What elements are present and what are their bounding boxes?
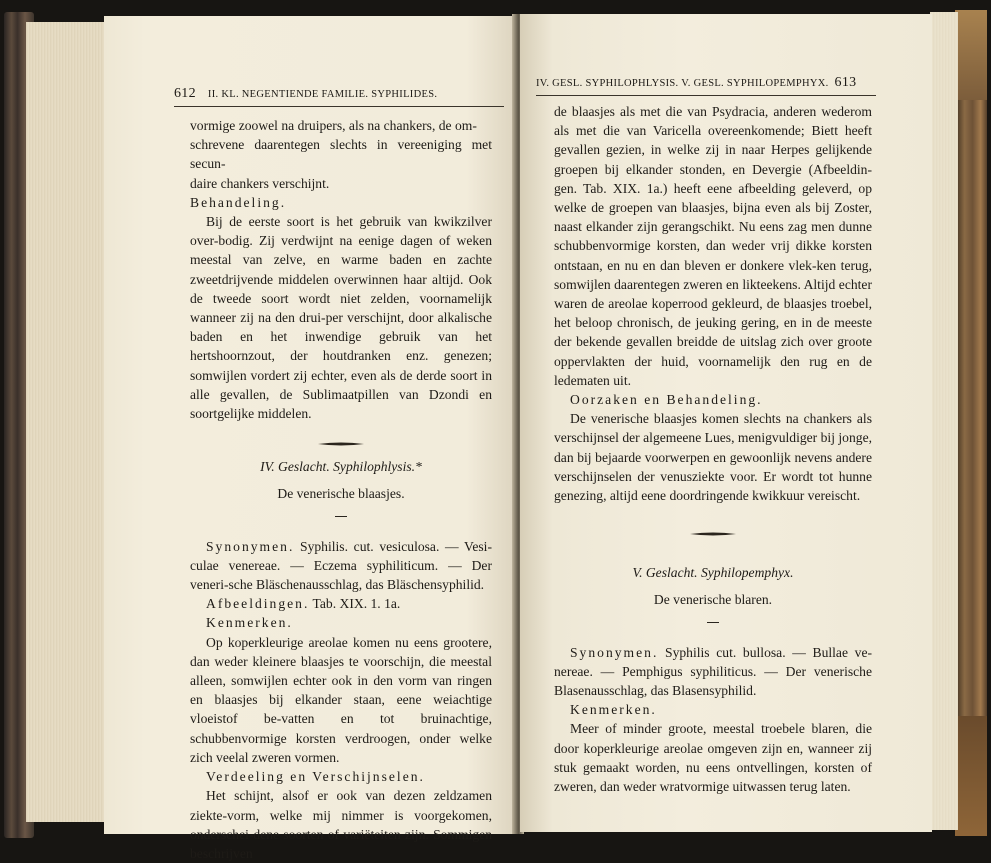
division-heading: Verdeeling en Verschijnselen. [206, 769, 425, 785]
short-rule [707, 622, 719, 623]
figures-text: Tab. XIX. 1. 1a. [312, 596, 401, 612]
left-line-3: daire chankers verschijnt. [190, 175, 330, 191]
characteristics-text-right: Meer of minder groote, meestal troebele blaren, die door koperkleurige areolae omgeven zijn en, wanneer zij stuk gemaakt worden, nu eens ontvellingen, korsten of zweren, dan weder wratvormige uitwassen terug laten. [554, 721, 872, 795]
ornament-divider-icon [318, 441, 364, 447]
left-body [190, 116, 492, 863]
right-header-text: IV. GESL. SYPHILOPHLYSIS. V. GESL. SYPHILOPEMPHYX. [536, 78, 829, 89]
left-page-edges [26, 22, 108, 822]
genus-iv-subtitle: De venerische blaasjes. [277, 486, 405, 502]
left-running-head [174, 86, 437, 102]
synonyms-heading: Synonymen. [206, 538, 295, 554]
intro-text: de blaasjes als met die van Psydracia, anderen wederom als met die van Varicella overeenkomende; Biett heeft gevallen gezien, in welke zij in naar Herpes gelijkende groepen bij elkander stonden, en Devergie (Afbeeldin-gen. Tab. XIX. 1a.) heeft eene afbeelding geleverd, op welke de groepen van blaasjes, bijna even als bij Zoster, naast elkander zijn gerangschikt. Nu eens zag men dunne schubbenvormige korsten, dan weder vrij dikke korsten ontstaan, en nu en dan bleven er donkere vlek-ken terug, somwijlen daarentegen zweren en likteekens. Altijd echter waren de areolae koperrood gekleurd, de blaasjes troebel, het beloop chronisch, de jeuking gering, en in de meeste der bekende gevallen breidde de uitslag zich over groote oppervlakten der huid, voornamelijk den rug en de ledematen uit. [554, 104, 872, 388]
right-page-number: 613 [834, 75, 857, 90]
left-line-1: vormige zoowel na druipers, als na chankers, de om- [190, 118, 477, 133]
synonyms-text-right: Syphilis cut. bullosa. — Bullae ve-nereae. — Pemphigus syphiliticus. — Der venerische Blasenausschlag, das Blasensyphilid. [554, 644, 873, 699]
causes-text: De venerische blaasjes komen slechts na chankers als verschijnsel der algemeene Lues, menigvuldiger bij jonge, dan bij bejaarde voorwerpen en gewoonlijk nevens andere verschijnselen der venusziekte voor. Er wordt tot hunne genezing, altijd eene doordringende kwikkuur vereischt. [554, 411, 872, 504]
left-page-number: 612 [174, 86, 196, 101]
characteristics-text: Op koperkleurige areolae komen nu eens grootere, dan weder kleinere blaasjes te voorschijn, die meestal alleen, somwijlen echter ook in den vorm van ringen en blaasjes bij elkander staan, eene weiachtige vloeistof be-vatten en tot bruinachtige, schubbenvormige korsten verdroogen, onder welke zich veelal zweren vormen. [190, 634, 492, 765]
genus-iv-title: IV. Geslacht. Syphilophlysis.* [260, 459, 422, 475]
left-header-rule [174, 106, 504, 107]
right-body [554, 102, 872, 796]
division-text: Het schijnt, alsof er ook van dezen zeldzamen ziekte-vorm, welke mij nimmer is voorgekomen, onderschei-dene soorten of variëteiten zijn. Sommigen beschrijven [190, 788, 492, 861]
leather-corner-bottom [955, 716, 987, 836]
ornament-divider-icon [690, 531, 736, 537]
synonyms-heading-right: Synonymen. [570, 644, 659, 660]
short-rule [335, 516, 347, 517]
right-book-cover [955, 10, 987, 836]
treatment-text: Bij de eerste soort is het gebruik van kwikzilver over-bodig. Zij verdwijnt na eenige dagen of weken meestal van zelve, en warme baden en zachte zweetdrijvende middelen overwinnen haar altijd. Ook de tweede soort wordt niet zelden, voornamelijk wanneer zij na den drui-per verschijnt, door alkalische baden en het inwendige gebruik van het hertshoornzout, der houtdranken enz. genezen; somwijlen vordert zij echter, even als de derde soort in alle gevallen, de Sublimaatpillen van Dzondi en soortgelijke middelen. [190, 214, 492, 422]
right-header-rule [536, 95, 876, 96]
left-line-2: schrevene daarentegen slechts in vereeniging met secun- [190, 137, 492, 172]
causes-heading: Oorzaken en Behandeling. [570, 392, 763, 408]
genus-v-title: V. Geslacht. Syphilopemphyx. [632, 565, 794, 581]
right-page-edges [930, 12, 958, 830]
figures-heading: Afbeeldingen. [206, 596, 310, 612]
characteristics-heading-right: Kenmerken. [570, 702, 657, 718]
right-page [520, 14, 932, 832]
right-running-head [536, 75, 856, 91]
characteristics-heading: Kenmerken. [206, 615, 293, 631]
synonyms-text: Syphilis. cut. vesiculosa. — Vesi-culae venereae. — Eczema syphiliticum. — Der veneri-sche Bläschenausschlag, das Bläschensyphilid. [190, 538, 492, 593]
left-header-text: II. KL. NEGENTIENDE FAMILIE. SYPHILIDES. [207, 89, 438, 100]
left-page [104, 16, 516, 861]
genus-v-subtitle: De venerische blaren. [653, 592, 773, 608]
treatment-heading: Behandeling. [190, 194, 287, 210]
leather-corner-top [955, 10, 987, 100]
